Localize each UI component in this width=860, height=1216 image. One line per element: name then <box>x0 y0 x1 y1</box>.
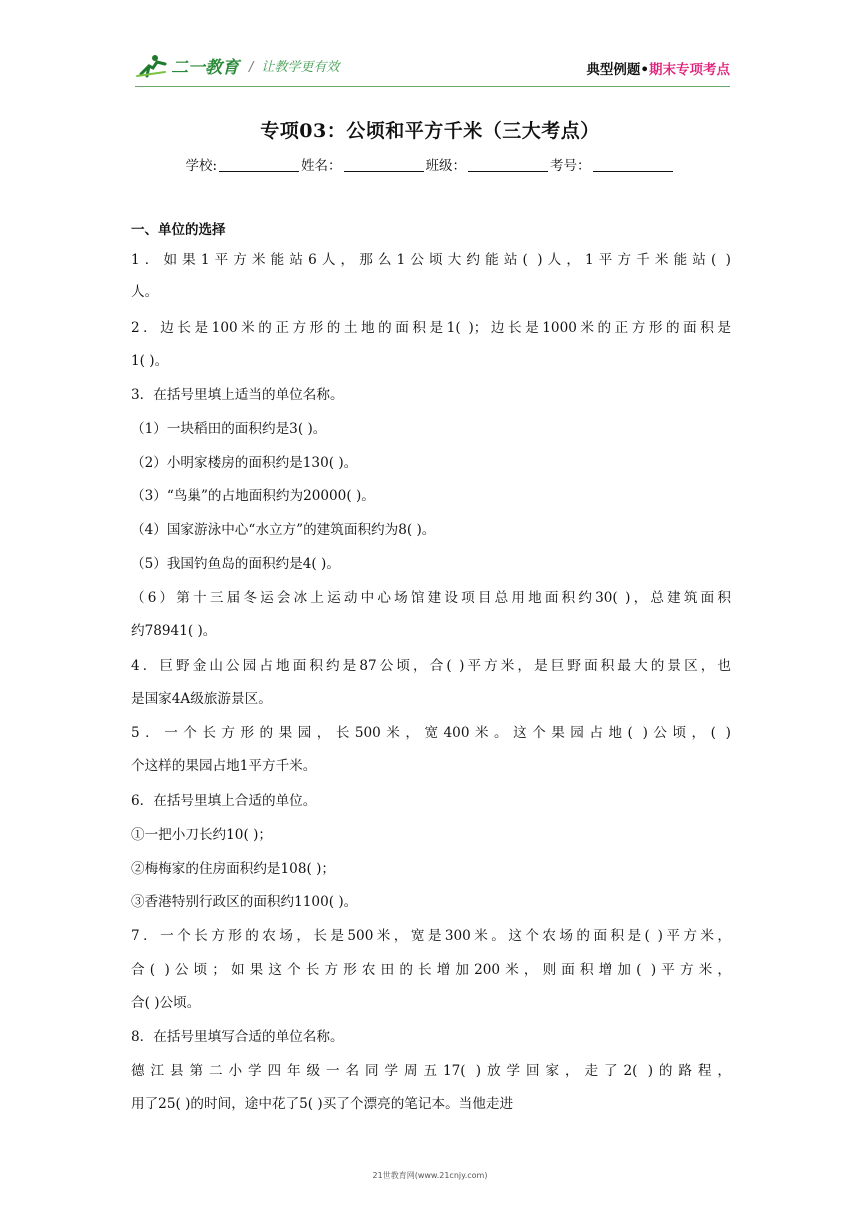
question-line: 2．边长是100米的正方形的土地的面积是1( )；边长是1000米的正方形的面积是 <box>131 320 731 336</box>
brand-name: 二一教育 <box>171 58 239 78</box>
student-info <box>0 154 860 174</box>
header-category-part2: 期末专项考点 <box>649 62 730 78</box>
question-line: 用了25( )的时间，途中花了5( )买了个漂亮的笔记本。当他走进 <box>131 1096 514 1112</box>
class-blank[interactable] <box>468 159 548 172</box>
class-label: 班级： <box>425 158 467 174</box>
section-heading: 一、单位的选择 <box>131 222 226 238</box>
question-line: 6．在括号里填上合适的单位。 <box>131 793 317 809</box>
header-category-part1: 典型例题• <box>586 62 649 78</box>
page-footer: 21世教育网(www.21cnjy.com) <box>372 1171 488 1180</box>
question-line: （2）小明家楼房的面积约是130( )。 <box>131 455 358 471</box>
question-line: 7．一个长方形的农场，长是500米，宽是300米。这个农场的面积是( )平方米， <box>131 928 731 944</box>
question-line: （4）国家游泳中心“水立方”的建筑面积约为8( )。 <box>131 522 436 538</box>
question-line: 1．如果1平方米能站6人，那么1公顷大约能站( )人，1平方千米能站( ) <box>131 252 731 268</box>
question-line: ②梅梅家的住房面积约是108( )； <box>131 861 335 877</box>
slogan <box>249 56 339 75</box>
header-divider <box>135 86 730 87</box>
slogan-text: 让教学更有效 <box>261 60 340 75</box>
question-line: 3．在括号里填上适当的单位名称。 <box>131 387 344 403</box>
question-line: 是国家4A级旅游景区。 <box>131 691 272 707</box>
question-line: 5．一个长方形的果园，长500米，宽400米。这个果园占地( )公顷，( ) <box>131 725 731 741</box>
page-title: 专项03：公顷和平方千米（三大考点） <box>260 120 600 142</box>
question-line: （5）我国钓鱼岛的面积约是4( )。 <box>131 556 340 572</box>
question-line: 约78941( )。 <box>131 623 217 639</box>
slogan-separator: / <box>249 60 254 75</box>
page-header <box>135 50 730 86</box>
question-line: 4．巨野金山公园占地面积约是87公顷，合( )平方米，是巨野面积最大的景区，也 <box>131 658 731 674</box>
question-line: （6）第十三届冬运会冰上运动中心场馆建设项目总用地面积约30( )，总建筑面积 <box>131 590 731 606</box>
question-line: 合( )公顷；如果这个长方形农田的长增加200米，则面积增加( )平方米， <box>131 962 731 978</box>
exam-no-blank[interactable] <box>593 159 673 172</box>
question-line: ③香港特别行政区的面积约1100( )。 <box>131 894 358 910</box>
question-line: （1）一块稻田的面积约是3( )。 <box>131 421 327 437</box>
question-line: 人。 <box>131 284 159 300</box>
school-label: 学校: <box>185 158 218 174</box>
name-label: 姓名： <box>301 158 342 174</box>
runner-logo-icon <box>135 54 169 78</box>
question-line: 个这样的果园占地1平方千米。 <box>131 758 317 774</box>
question-line: 合( )公顷。 <box>131 995 201 1011</box>
exam-no-label: 考号： <box>550 158 591 174</box>
question-line: ①一把小刀长约10( )； <box>131 827 272 843</box>
school-blank[interactable] <box>219 159 299 172</box>
question-line: 德江县第二小学四年级一名同学周五17( )放学回家，走了2( )的路程， <box>131 1063 731 1079</box>
header-category <box>586 58 730 78</box>
question-line: 8．在括号里填写合适的单位名称。 <box>131 1029 344 1045</box>
question-line: （3）“鸟巢”的占地面积约为20000( )。 <box>131 488 375 504</box>
name-blank[interactable] <box>344 159 424 172</box>
logo <box>135 53 339 78</box>
question-line: 1( )。 <box>131 353 169 369</box>
